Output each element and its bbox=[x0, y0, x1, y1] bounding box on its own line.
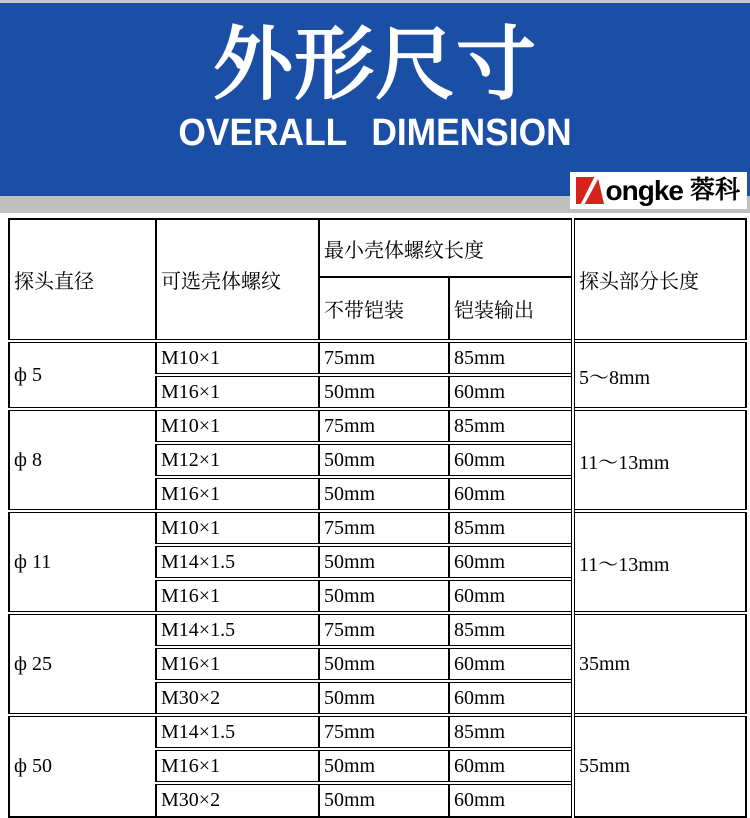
armored-length-cell: 85mm bbox=[449, 613, 573, 647]
min-thread-length-header: 最小壳体螺纹长度 bbox=[319, 219, 573, 277]
spec-table bbox=[8, 218, 747, 818]
brand-text-cn: 蓉科 bbox=[689, 177, 740, 204]
no-armor-length-cell: 75mm bbox=[319, 511, 449, 545]
diameter-cell: ф 5 bbox=[9, 341, 156, 409]
diameter-cell: ф 25 bbox=[9, 613, 156, 715]
probe-length-cell: 5～8mm bbox=[573, 341, 746, 409]
spec-table-body bbox=[9, 341, 746, 817]
brand-logo bbox=[570, 172, 747, 209]
table-wrap bbox=[0, 213, 750, 818]
thread-cell: M30×2 bbox=[156, 681, 319, 715]
table-row bbox=[9, 613, 746, 647]
diameter-header: 探头直径 bbox=[9, 219, 156, 341]
no-armor-length-cell: 75mm bbox=[319, 715, 449, 749]
thread-cell: M10×1 bbox=[156, 341, 319, 375]
armored-length-cell: 60mm bbox=[449, 375, 573, 409]
table-row bbox=[9, 409, 746, 443]
thread-cell: M16×1 bbox=[156, 477, 319, 511]
no-armor-header: 不带铠装 bbox=[319, 277, 449, 341]
thread-cell: M14×1.5 bbox=[156, 613, 319, 647]
thread-cell: M30×2 bbox=[156, 783, 319, 817]
no-armor-length-cell: 50mm bbox=[319, 783, 449, 817]
probe-length-cell: 35mm bbox=[573, 613, 746, 715]
no-armor-length-cell: 50mm bbox=[319, 749, 449, 783]
armored-length-cell: 60mm bbox=[449, 477, 573, 511]
thread-cell: M16×1 bbox=[156, 647, 319, 681]
banner bbox=[0, 3, 750, 206]
thread-cell: M14×1.5 bbox=[156, 545, 319, 579]
no-armor-length-cell: 75mm bbox=[319, 341, 449, 375]
armored-length-cell: 60mm bbox=[449, 443, 573, 477]
no-armor-length-cell: 50mm bbox=[319, 579, 449, 613]
diameter-cell: ф 11 bbox=[9, 511, 156, 613]
spec-table-head bbox=[9, 219, 746, 341]
armored-length-cell: 85mm bbox=[449, 511, 573, 545]
armored-length-cell: 85mm bbox=[449, 715, 573, 749]
no-armor-length-cell: 75mm bbox=[319, 409, 449, 443]
thread-header: 可选壳体螺纹 bbox=[156, 219, 319, 341]
thread-cell: M16×1 bbox=[156, 579, 319, 613]
probe-length-cell: 11～13mm bbox=[573, 511, 746, 613]
armored-length-cell: 60mm bbox=[449, 579, 573, 613]
header-row-1 bbox=[9, 219, 746, 277]
armored-length-cell: 60mm bbox=[449, 749, 573, 783]
no-armor-length-cell: 50mm bbox=[319, 681, 449, 715]
armored-length-cell: 85mm bbox=[449, 341, 573, 375]
table-row bbox=[9, 341, 746, 375]
page-title-en: OVERALL DIMENSION bbox=[178, 112, 572, 154]
thread-cell: M10×1 bbox=[156, 511, 319, 545]
armored-length-cell: 85mm bbox=[449, 409, 573, 443]
table-row bbox=[9, 715, 746, 749]
probe-length-cell: 55mm bbox=[573, 715, 746, 817]
rongke-mark-icon bbox=[576, 176, 605, 205]
thread-cell: M10×1 bbox=[156, 409, 319, 443]
diameter-cell: ф 50 bbox=[9, 715, 156, 817]
no-armor-length-cell: 75mm bbox=[319, 613, 449, 647]
thread-cell: M12×1 bbox=[156, 443, 319, 477]
armored-length-cell: 60mm bbox=[449, 545, 573, 579]
table-row bbox=[9, 511, 746, 545]
probe-length-header: 探头部分长度 bbox=[573, 219, 746, 341]
no-armor-length-cell: 50mm bbox=[319, 477, 449, 511]
diameter-cell: ф 8 bbox=[9, 409, 156, 511]
page-title-cn: 外形尺寸 bbox=[213, 20, 537, 109]
thread-cell: M16×1 bbox=[156, 375, 319, 409]
armored-length-cell: 60mm bbox=[449, 783, 573, 817]
thread-cell: M16×1 bbox=[156, 749, 319, 783]
probe-length-cell: 11～13mm bbox=[573, 409, 746, 511]
armored-length-cell: 60mm bbox=[449, 647, 573, 681]
no-armor-length-cell: 50mm bbox=[319, 647, 449, 681]
brand-text-latin: ongke bbox=[605, 174, 683, 206]
no-armor-length-cell: 50mm bbox=[319, 545, 449, 579]
thread-cell: M14×1.5 bbox=[156, 715, 319, 749]
armored-output-header: 铠装输出 bbox=[449, 277, 573, 341]
no-armor-length-cell: 50mm bbox=[319, 375, 449, 409]
armored-length-cell: 60mm bbox=[449, 681, 573, 715]
no-armor-length-cell: 50mm bbox=[319, 443, 449, 477]
